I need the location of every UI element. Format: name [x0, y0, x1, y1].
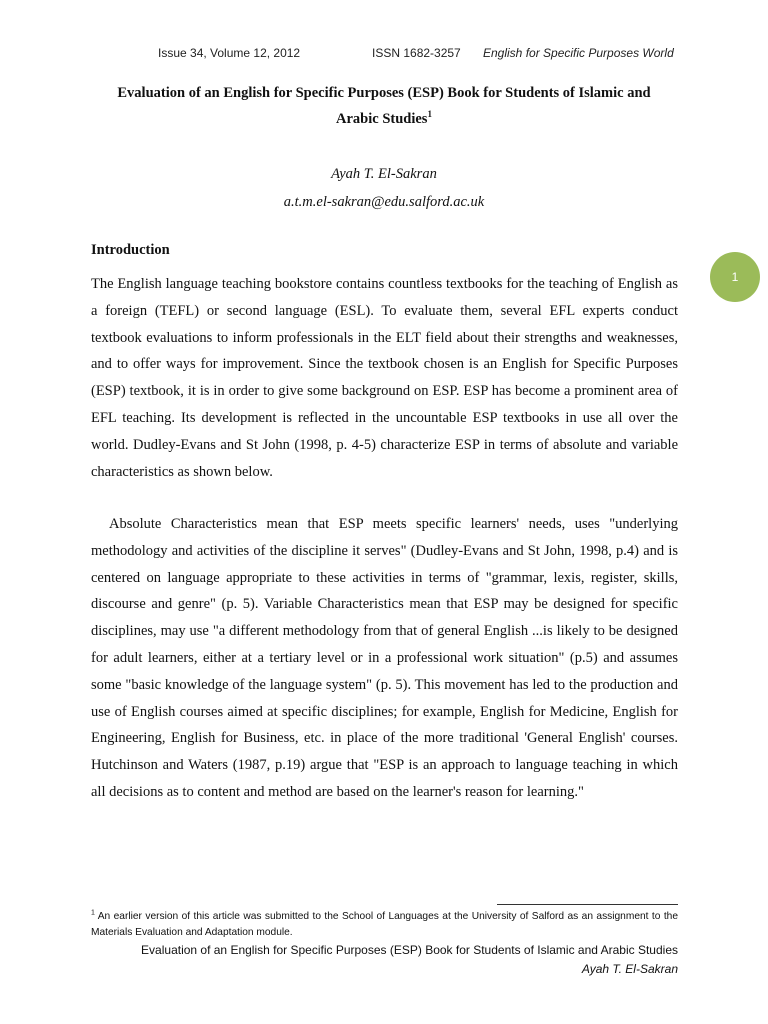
- body-paragraph-2: Absolute Characteristics mean that ESP meets specific learners' needs, uses "underlying methodology and activities of the discipline it serves" (Dudley-Evans and St John, 1998, p.4) and is centered on language appropriate to these activities in terms of "grammar, lexis, register, skills, discourse and genre" (p. 5). Variable Characteristics mean that ESP may be designed for specific disciplines, may use "a different methodology from that of general English ...is likely to be designed for adult learners, either at a tertiary level or in a professional work situation" (p.5) and assumes some "basic knowledge of the language system" (p. 5). This movement has led to the production and use of English courses aimed at specific disciplines; for example, English for Medicine, English for Engineering, English for Business, etc. in place of the more traditional 'General English' courses. Hutchinson and Waters (1987, p.19) argue that "ESP is an approach to language teaching in which all decisions as to content and method are based on the learner's reason for learning.": [91, 516, 678, 800]
- author-block: [90, 160, 678, 216]
- article-title-line-1: Evaluation of an English for Specific Purposes (ESP) Book for Students of Islamic and: [117, 85, 651, 101]
- footnote-divider: [497, 904, 678, 905]
- running-footer-author: Ayah T. El-Sakran: [581, 962, 678, 976]
- footnote: [91, 909, 678, 941]
- running-header: [0, 46, 768, 64]
- author-email[interactable]: a.t.m.el-sakran@edu.salford.ac.uk: [283, 194, 485, 210]
- header-issn: ISSN 1682-3257: [372, 46, 461, 60]
- title-footnote-marker[interactable]: 1: [427, 109, 432, 120]
- header-issue: Issue 34, Volume 12, 2012: [158, 46, 301, 60]
- running-footer-title: Evaluation of an English for Specific Purposes (ESP) Book for Students of Islamic and Arabic Studies: [141, 943, 678, 957]
- body-paragraph-1: The English language teaching bookstore contains countless textbooks for the teaching of English as a foreign (TEFL) or second language (ESL). To evaluate them, several EFL experts conduct textbook evaluations to inform professionals in the ELT field about their strengths and weaknesses, and to offer ways for improvement. Since the textbook chosen is an English for Specific Purposes (ESP) textbook, it is in order to give some background on ESP. ESP has become a prominent area of EFL teaching. Its development is reflected in the uncountable ESP textbooks in use all over the world. Dudley-Evans and St John (1998, p. 4-5) characterize ESP in terms of absolute and variable characteristics as shown below.: [91, 276, 678, 480]
- article-title-line-2: [90, 106, 678, 132]
- author-name: Ayah T. El-Sakran: [331, 166, 437, 182]
- section-heading: Introduction: [91, 242, 170, 258]
- page-number: 1: [731, 270, 739, 284]
- article-title-line-2-text: Arabic Studies: [336, 111, 428, 127]
- footnote-text: An earlier version of this article was submitted to the School of Languages at the University of Salford as an assignment to the Materials Evaluation and Adaptation module.: [91, 911, 678, 938]
- header-journal: English for Specific Purposes World: [483, 46, 674, 60]
- page-number-badge: [710, 252, 760, 302]
- article-title: [90, 80, 678, 132]
- footnote-marker: 1: [91, 909, 95, 917]
